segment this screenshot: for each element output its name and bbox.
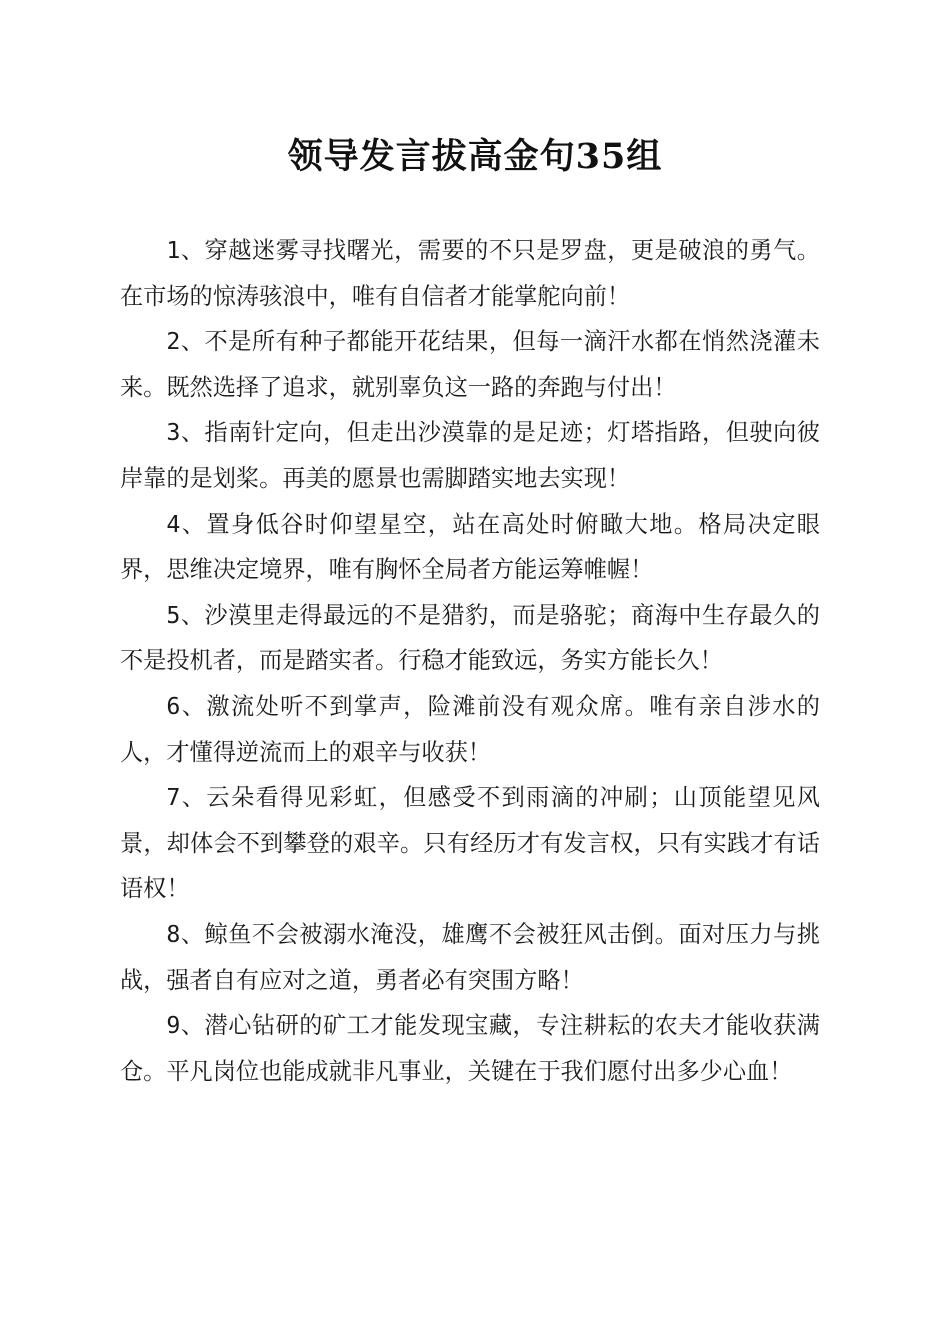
document-title: 领导发言拔高金句35组	[287, 136, 663, 177]
paragraph-2: 2、不是所有种子都能开花结果，但每一滴汗水都在悄然浇灌未来。既然选择了追求，就别辜负这一路的奔跑与付出！	[120, 328, 820, 401]
paragraph-5: 5、沙漠里走得最远的不是猎豹，而是骆驼；商海中生存最久的不是投机者，而是踏实者。行稳才能致远，务实方能长久！	[120, 601, 820, 675]
paragraph-1: 1、穿越迷雾寻找曙光，需要的不只是罗盘，更是破浪的勇气。在市场的惊涛骇浪中，唯有自信者才能掌舵向前！	[120, 237, 820, 310]
paragraph-9: 9、潜心钻研的矿工才能发现宝藏，专注耕耘的农夫才能收获满仓。平凡岗位也能成就非凡事业，关键在于我们愿付出多少心血！	[120, 1012, 820, 1085]
paragraph-7: 7、云朵看得见彩虹，但感受不到雨滴的冲刷；山顶能望见风景，却体会不到攀登的艰辛。只有经历才有发言权，只有实践才有话语权！	[120, 784, 820, 903]
paragraph-6: 6、激流处听不到掌声，险滩前没有观众席。唯有亲自涉水的人，才懂得逆流而上的艰辛与收获！	[120, 692, 820, 766]
paragraph-4: 4、置身低谷时仰望星空，站在高处时俯瞰大地。格局决定眼界，思维决定境界，唯有胸怀全局者方能运筹帷幄！	[120, 510, 820, 584]
paragraph-3: 3、指南针定向，但走出沙漠靠的是足迹；灯塔指路，但驶向彼岸靠的是划桨。再美的愿景也需脚踏实地去实现！	[120, 419, 820, 492]
document-body	[120, 228, 820, 1094]
paragraph-8: 8、鲸鱼不会被溺水淹没，雄鹰不会被狂风击倒。面对压力与挑战，强者自有应对之道，勇者必有突围方略！	[120, 920, 820, 994]
